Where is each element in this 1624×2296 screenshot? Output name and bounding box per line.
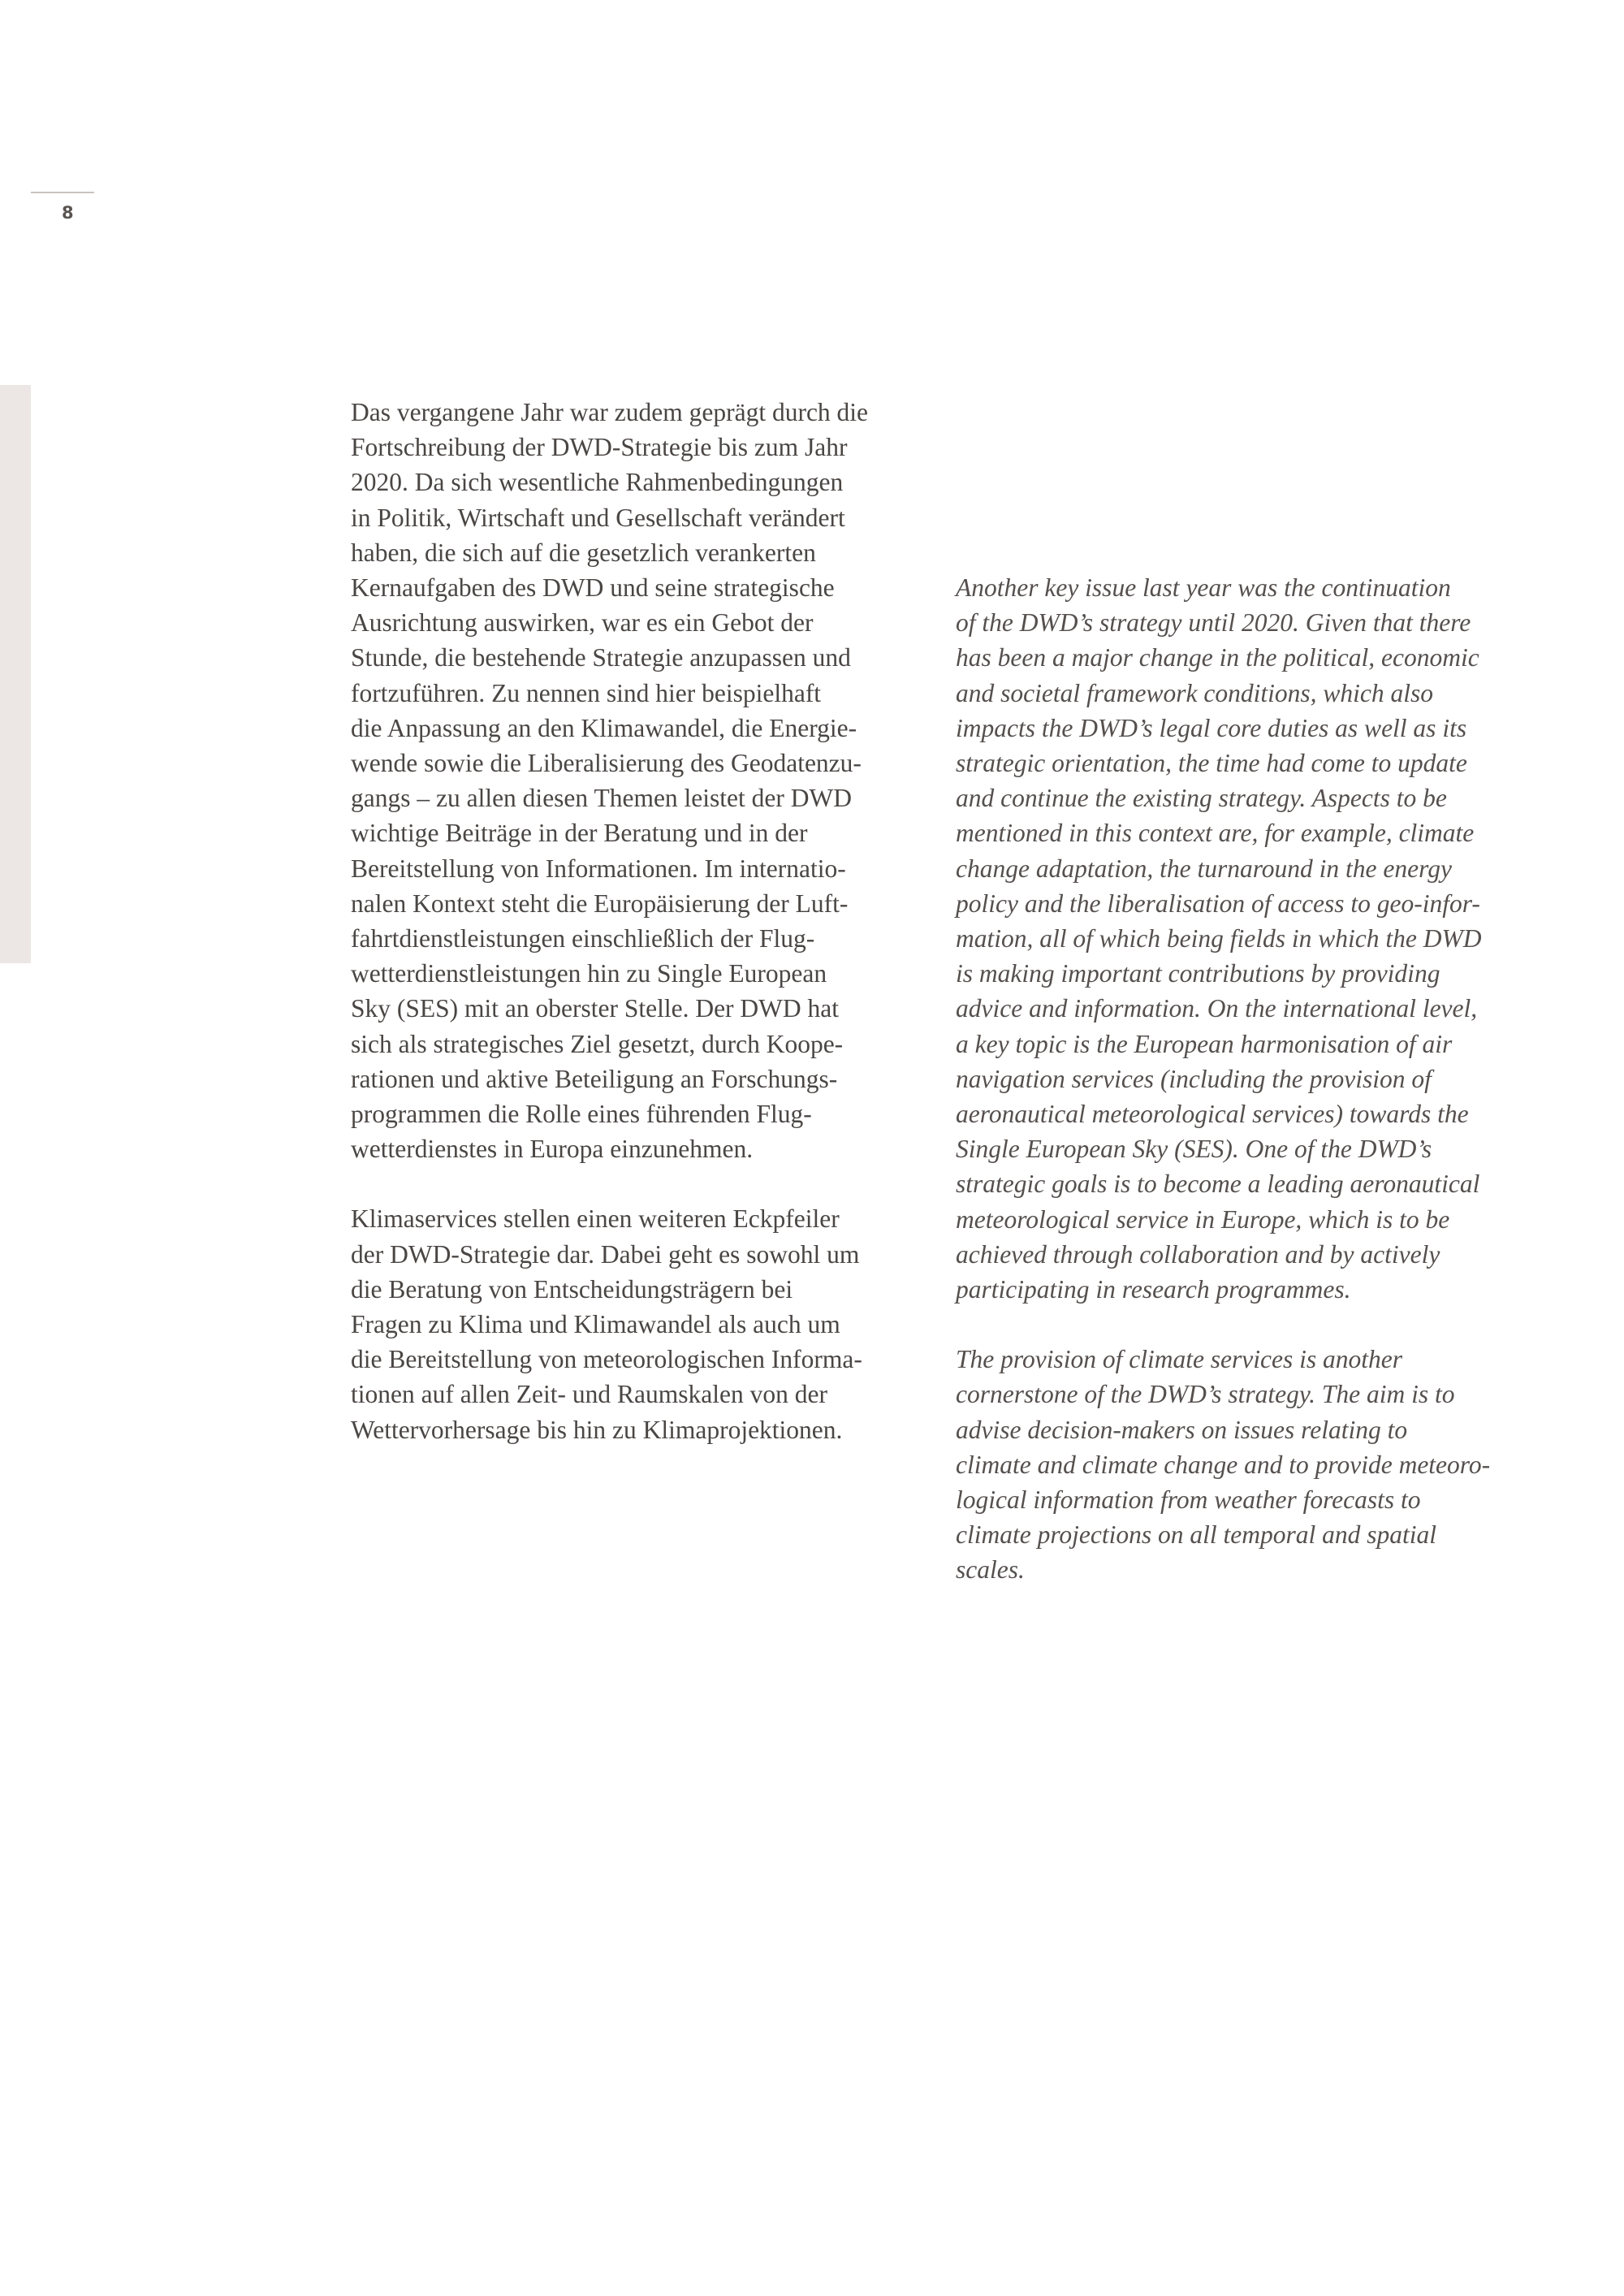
english-text-line: climate projections on all temporal and spatial (956, 1520, 1437, 1550)
german-text-line: Fortschreibung der DWD-Strategie bis zum Jahr (351, 433, 848, 462)
english-text-line: of the DWD’s strategy until 2020. Given that there (956, 608, 1471, 638)
german-text-line: fahrtdienstleistungen einschließlich der Flug- (351, 924, 815, 953)
english-text-line: navigation services (including the provision of (956, 1064, 1432, 1093)
german-text-line: Das vergangene Jahr war zudem geprägt durch die (351, 398, 869, 426)
english-text-line: is making important contributions by providing (956, 959, 1440, 988)
german-paragraph (351, 395, 868, 1166)
german-text-line: die Anpassung an den Klimawandel, die Energie- (351, 713, 857, 742)
english-text-line: participating in research programmes. (956, 1275, 1351, 1304)
german-text-line: wetterdienstleistungen hin zu Single European (351, 959, 827, 988)
german-text-line: Wettervorhersage bis hin zu Klimaprojektionen. (351, 1415, 843, 1444)
english-text-line: strategic goals is to become a leading aeronautical (956, 1170, 1480, 1199)
english-text-line: impacts the DWD’s legal core duties as well as its (956, 713, 1467, 742)
german-text-line: wende sowie die Liberalisierung des Geodatenzu- (351, 749, 862, 778)
english-text-line: logical information from weather forecasts to (956, 1485, 1421, 1515)
german-text-line: Fragen zu Klima und Klimawandel als auch um (351, 1310, 840, 1339)
german-text-line: Klimaservices stellen einen weiteren Eckpfeiler (351, 1204, 840, 1234)
english-text-line: The provision of climate services is another (956, 1345, 1403, 1374)
english-text-line: mentioned in this context are, for example, climate (956, 819, 1475, 848)
english-text-line: cornerstone of the DWD’s strategy. The aim is to (956, 1380, 1455, 1409)
english-text-line: climate and climate change and to provide meteoro- (956, 1450, 1491, 1479)
english-text-line: advice and information. On the international level, (956, 994, 1478, 1023)
english-text-line: Single European Sky (SES). One of the DWD’s (956, 1135, 1432, 1164)
german-text-line: Stunde, die bestehende Strategie anzupassen und (351, 643, 851, 672)
german-text-line: in Politik, Wirtschaft und Gesellschaft verändert (351, 503, 845, 532)
german-text-line: rationen und aktive Beteiligung an Forschungs- (351, 1064, 838, 1093)
english-text-line: and continue the existing strategy. Aspects to be (956, 784, 1447, 813)
english-text-line: has been a major change in the political, economic (956, 643, 1479, 672)
german-text-line: Kernaufgaben des DWD und seine strategische (351, 573, 835, 603)
german-text-line: 2020. Da sich wesentliche Rahmenbedingungen (351, 468, 844, 497)
german-text-line: Sky (SES) mit an oberster Stelle. Der DWD hat (351, 994, 840, 1023)
english-text-line: meteorological service in Europe, which is to be (956, 1204, 1450, 1234)
english-text-line: advise decision-makers on issues relating to (956, 1415, 1408, 1444)
english-text-line: Another key issue last year was the continuation (956, 573, 1451, 602)
german-text-line: sich als strategisches Ziel gesetzt, durch Koope- (351, 1029, 844, 1058)
english-text-line: mation, all of which being fields in which the DWD (956, 924, 1482, 953)
german-text-line: tionen auf allen Zeit- und Raumskalen von der (351, 1380, 827, 1409)
german-text-line: haben, die sich auf die gesetzlich verankerten (351, 538, 816, 567)
german-text-line: die Beratung von Entscheidungsträgern bei (351, 1274, 793, 1304)
english-text-line: change adaptation, the turnaround in the energy (956, 854, 1452, 883)
german-text-line: Ausrichtung auswirken, war es ein Gebot der (351, 608, 814, 638)
german-text-line: die Bereitstellung von meteorologischen Informa- (351, 1345, 862, 1374)
english-text-line: achieved through collaboration and by actively (956, 1239, 1440, 1269)
english-text-line: aeronautical meteorological services) towards the (956, 1100, 1469, 1129)
german-text-line: wetterdienstes in Europa einzunehmen. (351, 1135, 754, 1164)
german-text-column (351, 395, 868, 1447)
english-paragraph (956, 1342, 1490, 1587)
german-text-line: gangs – zu allen diesen Themen leistet der DWD (351, 784, 852, 813)
german-text-line: programmen die Rolle eines führenden Flug- (351, 1100, 812, 1129)
margin-accent-bar (0, 385, 31, 963)
english-text-line: a key topic is the European harmonisation of air (956, 1029, 1453, 1058)
english-text-line: scales. (956, 1555, 1025, 1585)
german-text-line: fortzuführen. Zu nennen sind hier beispielhaft (351, 678, 822, 707)
english-text-line: and societal framework conditions, which also (956, 678, 1433, 707)
german-text-line: nalen Kontext steht die Europäisierung der Luft- (351, 889, 849, 918)
english-paragraph (956, 570, 1490, 1307)
german-text-line: wichtige Beiträge in der Beratung und in der (351, 819, 808, 848)
english-text-column (956, 570, 1490, 1588)
english-text-line: policy and the liberalisation of access to geo-infor- (956, 889, 1480, 918)
german-text-line: Bereitstellung von Informationen. Im internatio- (351, 854, 846, 883)
page-number-rule (31, 192, 94, 193)
english-text-line: strategic orientation, the time had come to update (956, 749, 1467, 778)
german-text-line: der DWD-Strategie dar. Dabei geht es sowohl um (351, 1239, 860, 1269)
page-number: 8 (62, 203, 75, 223)
german-paragraph (351, 1201, 868, 1446)
